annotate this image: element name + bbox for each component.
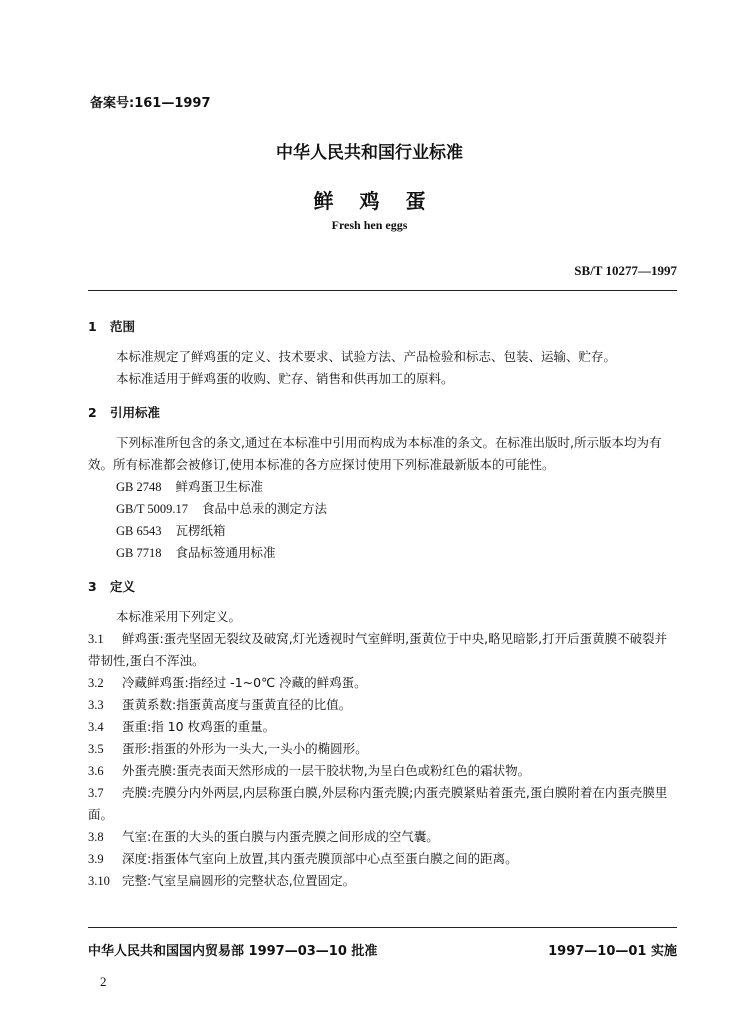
reference-name: 食品中总汞的测定方法 — [202, 501, 328, 516]
section-number: 3 — [88, 579, 97, 594]
section-heading — [88, 576, 678, 598]
reference-name: 食品标签通用标准 — [175, 545, 276, 560]
definition-text: 气室:在蛋的大头的蛋白膜与内蛋壳膜之间形成的空气囊。 — [122, 829, 439, 844]
section-heading — [88, 316, 678, 338]
definition-number: 3.2 — [88, 676, 104, 690]
implementation-date: 1997—10—01 实施 — [548, 944, 677, 959]
header-divider — [88, 290, 677, 291]
paragraph: 本标准采用下列定义。 — [116, 609, 242, 624]
definition-item — [88, 826, 678, 848]
standard-number: SB/T 10277—1997 — [574, 263, 677, 278]
reference-item — [88, 498, 678, 520]
section-number: 2 — [88, 405, 97, 420]
section-heading — [88, 402, 678, 424]
record-number: 备案号:161—1997 — [90, 96, 211, 111]
definition-text: 蛋形:指蛋的外形为一头大,一头小的椭圆形。 — [122, 741, 368, 756]
reference-code: GB 7718 — [116, 546, 162, 560]
definition-number: 3.1 — [88, 632, 104, 646]
section-title: 定义 — [110, 579, 136, 594]
definition-number: 3.7 — [88, 786, 104, 800]
definition-item — [88, 716, 678, 738]
document-title: 鲜鸡蛋 — [313, 189, 452, 213]
definition-text: 外蛋壳膜:蛋壳表面天然形成的一层干胶状物,为呈白色或粉红色的霜状物。 — [122, 763, 531, 778]
page-number: 2 — [100, 974, 107, 989]
definition-item — [88, 694, 678, 716]
definition-item — [88, 672, 678, 694]
definition-item — [88, 848, 678, 870]
definition-text: 冷藏鲜鸡蛋:指经过 -1~0℃ 冷藏的鲜鸡蛋。 — [122, 675, 367, 690]
english-subtitle: Fresh hen eggs — [331, 218, 408, 232]
reference-name: 鲜鸡蛋卫生标准 — [175, 479, 264, 494]
section-title: 引用标准 — [110, 405, 161, 420]
definition-text: 完整:气室呈扁圆形的完整状态,位置固定。 — [122, 873, 356, 888]
reference-code: GB 6543 — [116, 524, 162, 538]
paragraph: 下列标准所包含的条文,通过在本标准中引用而构成为本标准的条文。在标准出版时,所示版本均为有效。所有标准都会被修订,使用本标准的各方应探讨使用下列标准最新版本的可能性。 — [88, 435, 662, 472]
industry-standard-heading: 中华人民共和国行业标准 — [276, 143, 463, 163]
reference-item — [88, 542, 678, 564]
definition-number: 3.10 — [88, 874, 110, 888]
definition-text: 蛋黄系数:指蛋黄高度与蛋黄直径的比值。 — [122, 697, 352, 712]
section-title: 范围 — [110, 319, 136, 334]
definition-number: 3.8 — [88, 830, 104, 844]
definition-number: 3.4 — [88, 720, 104, 734]
reference-code: GB/T 5009.17 — [116, 502, 188, 516]
definition-number: 3.5 — [88, 742, 104, 756]
definition-number: 3.6 — [88, 764, 104, 778]
footer-divider — [88, 927, 677, 928]
definition-text: 深度:指蛋体气室向上放置,其内蛋壳膜顶部中心点至蛋白膜之间的距离。 — [122, 851, 518, 866]
approval-statement: 中华人民共和国国内贸易部 1997—03—10 批准 — [88, 944, 378, 959]
reference-name: 瓦楞纸箱 — [175, 523, 226, 538]
paragraph: 本标准规定了鲜鸡蛋的定义、技术要求、试验方法、产品检验和标志、包装、运输、贮存。 — [116, 349, 617, 364]
definition-text: 蛋重:指 10 枚鸡蛋的重量。 — [122, 719, 276, 734]
reference-item — [88, 520, 678, 542]
reference-item — [88, 476, 678, 498]
definition-item — [88, 782, 678, 826]
document-body — [88, 310, 678, 892]
reference-code: GB 2748 — [116, 480, 162, 494]
section-number: 1 — [88, 319, 97, 334]
definition-item — [88, 628, 678, 672]
definition-item — [88, 760, 678, 782]
definition-item — [88, 738, 678, 760]
definition-number: 3.9 — [88, 852, 104, 866]
paragraph: 本标准适用于鲜鸡蛋的收购、贮存、销售和供再加工的原料。 — [116, 371, 454, 386]
definition-text: 鲜鸡蛋:蛋壳坚固无裂纹及破窝,灯光透视时气室鲜明,蛋黄位于中央,略见暗影,打开后蛋黄膜不破裂并带韧性,蛋白不浑浊。 — [88, 631, 668, 668]
definition-text: 壳膜:壳膜分内外两层,内层称蛋白膜,外层称内蛋壳膜;内蛋壳膜紧贴着蛋壳,蛋白膜附着在内蛋壳膜里面。 — [88, 785, 668, 822]
definition-item — [88, 870, 678, 892]
definition-number: 3.3 — [88, 698, 104, 712]
